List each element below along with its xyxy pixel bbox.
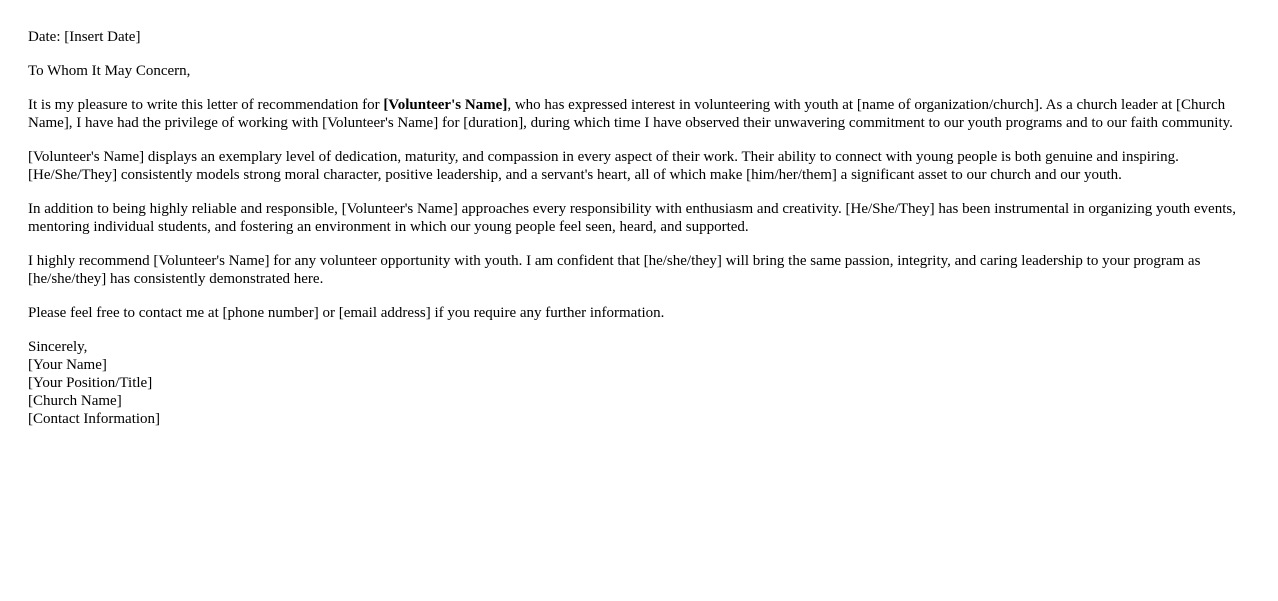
paragraph-reliability: In addition to being highly reliable and responsible, [Volunteer's Name] approaches every responsibility with enthusiasm and creativity. [He/She/They] has been instrumental in organizing youth events, mentoring individual students, and fostering an environment in which our young people feel seen, heard, and supported. [28, 201, 1236, 235]
paragraph-introduction [28, 96, 1253, 132]
volunteer-name-bold: [Volunteer's Name] [383, 97, 508, 113]
paragraph-character: [Volunteer's Name] displays an exemplary level of dedication, maturity, and compassion in every aspect of their work. Their ability to connect with young people is both genuine and inspiring. [He/She/They] consistently models strong moral character, positive leadership, and a servant's heart, all of which make [him/her/them] a significant asset to our church and our youth. [28, 149, 1179, 183]
intro-text-before: It is my pleasure to write this letter of recommendation for [28, 97, 384, 113]
date-line: Date: [Insert Date] [28, 29, 141, 45]
signer-name: [Your Name] [28, 357, 107, 373]
signer-position: [Your Position/Title] [28, 375, 153, 391]
salutation: To Whom It May Concern, [28, 63, 191, 79]
intro-text-after: , who has expressed interest in volunteering with youth at [name of organization/church]. As a church leader at [Church Name], I have had the privilege of working with [Volunteer's Name] for [duration], during which time I have observed their unwavering commitment to our youth programs and to our faith community. [28, 97, 1233, 131]
paragraph-recommendation: I highly recommend [Volunteer's Name] for any volunteer opportunity with youth. I am confident that [he/she/they] will bring the same passion, integrity, and caring leadership to your program as [he/she/they] has consistently demonstrated here. [28, 253, 1201, 287]
sign-off: Sincerely, [28, 339, 88, 355]
paragraph-contact: Please feel free to contact me at [phone number] or [email address] if you require any further information. [28, 305, 665, 321]
signer-contact: [Contact Information] [28, 411, 161, 427]
signature-block [28, 338, 1253, 428]
signer-church: [Church Name] [28, 393, 122, 409]
recommendation-letter [28, 28, 1253, 444]
